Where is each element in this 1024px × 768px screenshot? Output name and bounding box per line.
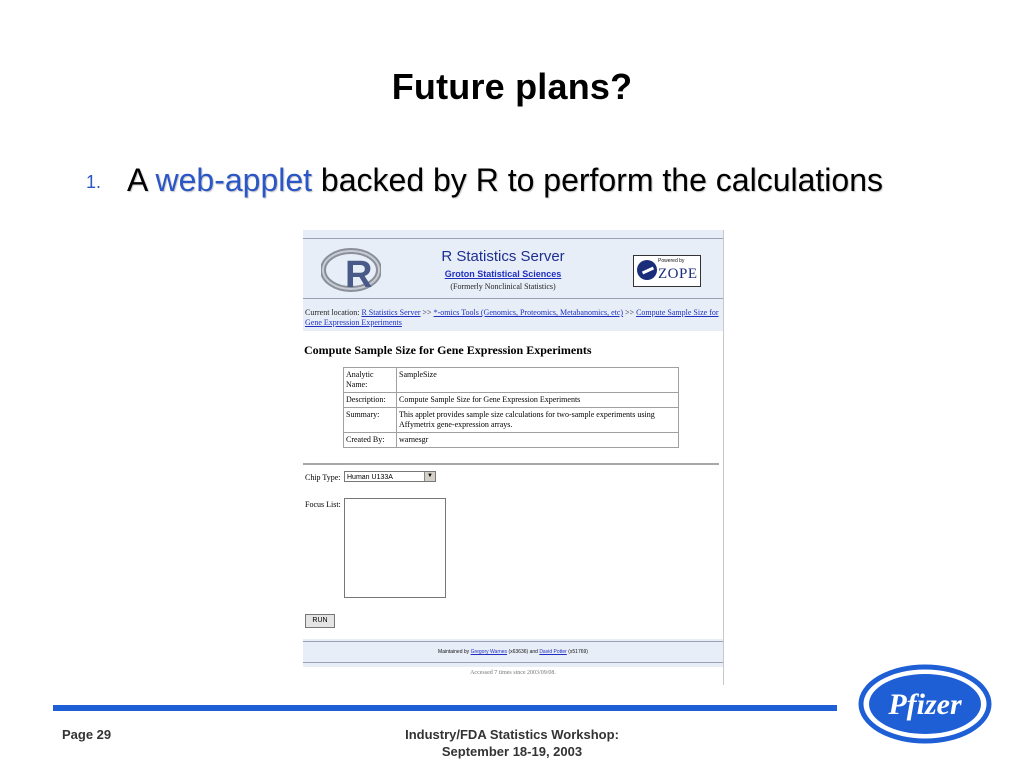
r-logo-icon	[321, 247, 381, 293]
maintainer-id-2: (x51769)	[568, 649, 588, 655]
maintainer-link-potter[interactable]: David Potter	[539, 649, 567, 655]
bullet-suffix: backed by R to perform the calculations	[320, 162, 883, 198]
pfizer-logo-text: Pfizer	[888, 688, 962, 721]
svg-text:R: R	[345, 254, 373, 293]
table-row	[344, 393, 679, 408]
zope-powered-label: Powered by	[658, 258, 685, 264]
info-key: Created By:	[344, 433, 397, 448]
breadcrumb-link-sample-size[interactable]: Compute Sample Size for Gene Expression Experiments	[305, 308, 719, 327]
workshop-line-1: Industry/FDA Statistics Workshop:	[405, 727, 619, 742]
info-key: Analytic Name:	[344, 368, 397, 393]
breadcrumb-separator: >>	[625, 308, 635, 317]
run-button[interactable]: RUN	[305, 614, 335, 628]
slide-title: Future plans?	[391, 66, 633, 107]
zope-wordmark: ZOPE	[658, 266, 698, 282]
maintainer-link-warnes[interactable]: Gregory Warnes	[470, 649, 508, 655]
footer-top-rule	[303, 641, 723, 642]
chip-type-label: Chip Type:	[305, 473, 341, 482]
footer-bottom-rule	[303, 662, 723, 663]
powered-by-zope-badge[interactable]	[633, 255, 701, 287]
breadcrumb-label: Current location:	[305, 308, 360, 317]
focus-list-label: Focus List:	[305, 500, 341, 509]
table-row	[344, 408, 679, 433]
web-applet-screenshot	[303, 230, 724, 685]
bullet-item	[86, 162, 883, 199]
maintainer-id-1: (x63636) and	[508, 649, 538, 655]
focus-list-textarea[interactable]	[344, 498, 446, 598]
applet-info-table	[343, 367, 679, 448]
footer-rule	[53, 705, 837, 711]
server-title: R Statistics Server	[441, 248, 565, 265]
web-applet-link[interactable]: web-applet	[155, 162, 313, 198]
info-value: warnesgr	[397, 433, 679, 448]
chevron-down-icon[interactable]: ▼	[424, 472, 435, 481]
chip-type-select[interactable]	[344, 471, 436, 482]
maintained-prefix: Maintained by	[438, 649, 470, 655]
header-bottom-rule	[303, 298, 723, 299]
table-row	[344, 433, 679, 448]
info-value: Compute Sample Size for Gene Expression Experiments	[397, 393, 679, 408]
org-subtitle: (Formerly Nonclinical Statistics)	[450, 282, 556, 291]
header-top-rule	[303, 238, 723, 239]
chip-type-value: Human U133A	[347, 474, 393, 481]
breadcrumb-link-omics[interactable]: *-omics Tools (Genomics, Proteomics, Metabanomics, etc)	[433, 308, 624, 317]
workshop-line-2: September 18-19, 2003	[441, 744, 583, 759]
form-separator	[303, 463, 719, 465]
bullet-number: 1.	[86, 172, 102, 192]
info-value: SampleSize	[397, 368, 679, 393]
info-value: This applet provides sample size calculations for two-sample experiments using Affymetrix gene-expression arrays.	[397, 408, 679, 433]
access-counter: Accessed 7 times since 2003/09/08.	[470, 670, 556, 676]
page-number: Page 29	[62, 727, 112, 742]
bullet-prefix: A	[127, 162, 147, 198]
zope-icon	[637, 260, 657, 280]
breadcrumb	[305, 308, 719, 328]
workshop-caption	[300, 726, 724, 760]
info-key: Description:	[344, 393, 397, 408]
maintainer-line	[303, 649, 723, 655]
applet-heading: Compute Sample Size for Gene Expression Experiments	[304, 343, 592, 357]
breadcrumb-separator: >>	[422, 308, 432, 317]
info-key: Summary:	[344, 408, 397, 433]
table-row	[344, 368, 679, 393]
pfizer-logo	[858, 664, 992, 744]
org-link[interactable]: Groton Statistical Sciences	[444, 269, 562, 279]
breadcrumb-link-server[interactable]: R Statistics Server	[361, 308, 421, 317]
